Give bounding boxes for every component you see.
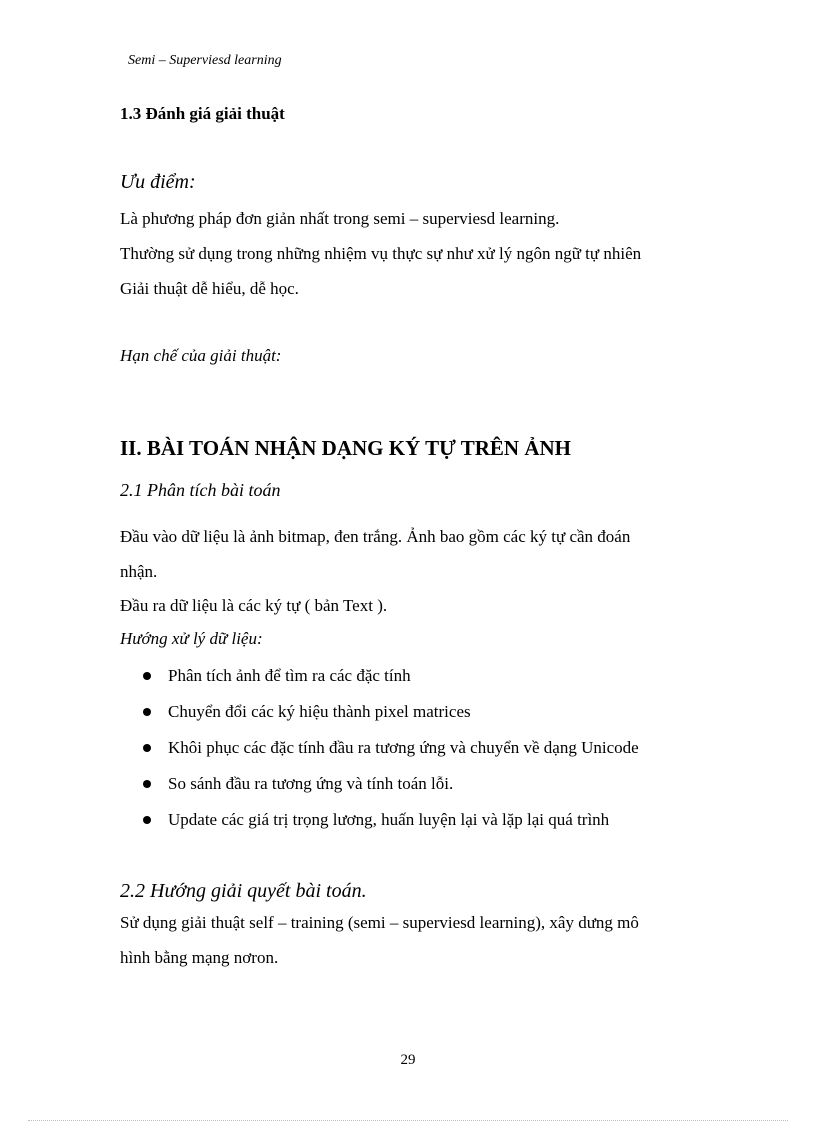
- list-item-text: Chuyển đổi các ký hiệu thành pixel matrices: [168, 702, 471, 721]
- list-item-text: Phân tích ảnh để tìm ra các đặc tính: [168, 666, 411, 685]
- page-bottom-divider: [28, 1120, 788, 1121]
- list-item: [140, 807, 639, 843]
- advantage-line-3: Giải thuật dễ hiểu, dễ học.: [120, 279, 299, 298]
- input-description-line-1: Đầu vào dữ liệu là ảnh bitmap, đen trắng. Ảnh bao gồm các ký tự cần đoán: [120, 527, 631, 546]
- processing-label: Hướng xử lý dữ liệu:: [120, 629, 263, 648]
- advantage-line-2: Thường sử dụng trong những nhiệm vụ thực sự như xử lý ngôn ngữ tự nhiên: [120, 244, 642, 263]
- list-item: [140, 699, 639, 735]
- advantages-label: Ưu điểm:: [120, 171, 196, 193]
- bullet-icon: [143, 672, 151, 680]
- input-description-line-2: nhận.: [120, 562, 158, 581]
- section-heading-2: II. BÀI TOÁN NHẬN DẠNG KÝ TỰ TRÊN ẢNH: [120, 436, 571, 460]
- list-item-text: Khôi phục các đặc tính đầu ra tương ứng và chuyển về dạng Unicode: [168, 738, 639, 757]
- subsection-2-1-heading: 2.1 Phân tích bài toán: [120, 480, 281, 500]
- solution-line-2: hình bằng mạng nơron.: [120, 948, 279, 967]
- list-item: [140, 771, 639, 807]
- bullet-icon: [143, 708, 151, 716]
- list-item: [140, 663, 639, 699]
- list-item: [140, 735, 639, 771]
- advantage-line-1: Là phương pháp đơn giản nhất trong semi – superviesd learning.: [120, 209, 560, 228]
- limitations-label: Hạn chế của giải thuật:: [120, 346, 282, 365]
- processing-steps-list: [140, 663, 639, 843]
- bullet-icon: [143, 744, 151, 752]
- list-item-text: So sánh đầu ra tương ứng và tính toán lỗi.: [168, 774, 454, 793]
- page-number: 29: [400, 1052, 416, 1068]
- section-heading-1-3: 1.3 Đánh giá giải thuật: [120, 104, 285, 123]
- subsection-2-2-heading: 2.2 Hướng giải quyết bài toán.: [120, 880, 367, 902]
- bullet-icon: [143, 816, 151, 824]
- output-description: Đầu ra dữ liệu là các ký tự ( bản Text ).: [120, 596, 388, 615]
- list-item-text: Update các giá trị trọng lương, huấn luyện lại và lặp lại quá trình: [168, 810, 610, 829]
- running-header: Semi – Superviesd learning: [128, 53, 282, 68]
- bullet-icon: [143, 780, 151, 788]
- solution-line-1: Sử dụng giải thuật self – training (semi – superviesd learning), xây dưng mô: [120, 913, 639, 932]
